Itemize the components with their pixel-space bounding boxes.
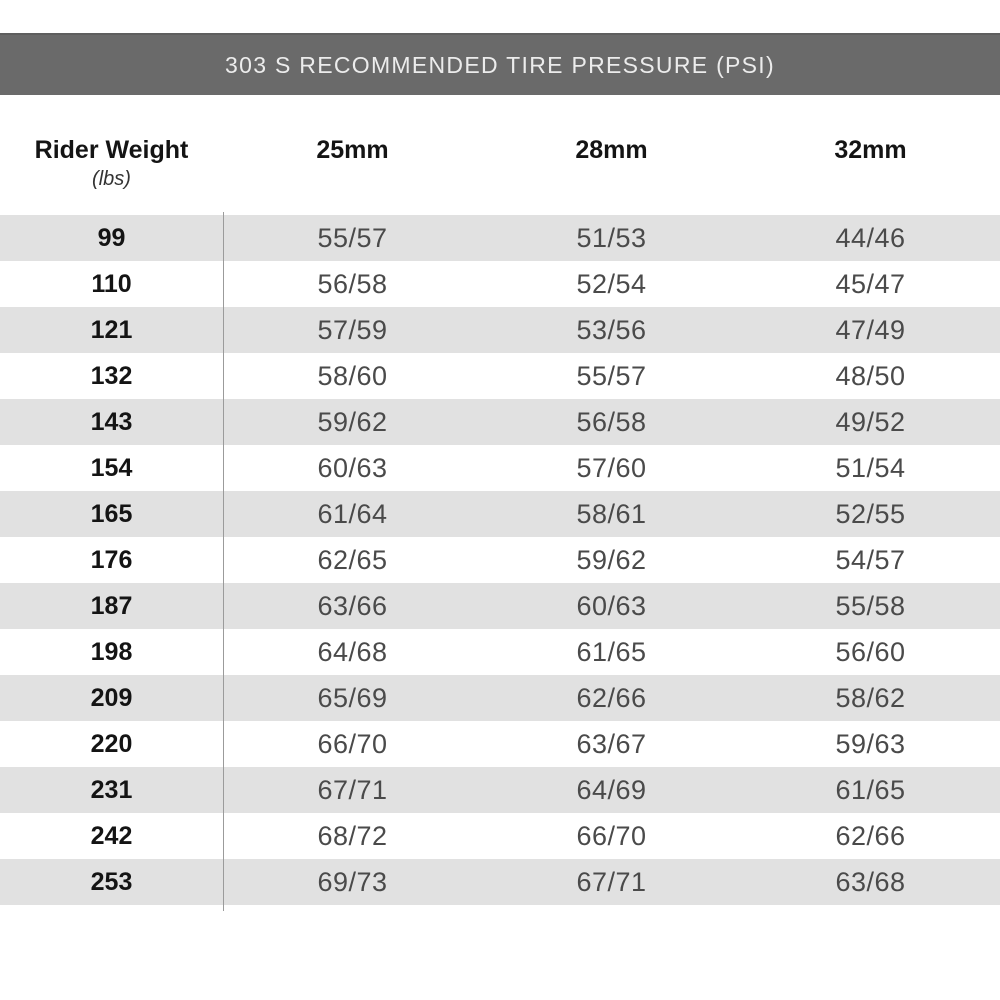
- pressure-cell: 66/70: [576, 820, 647, 851]
- table-row: [0, 537, 1000, 583]
- pressure-cell: 63/68: [835, 866, 906, 897]
- weight-cell: 242: [90, 821, 133, 850]
- weight-cell: 165: [90, 499, 133, 528]
- pressure-cell: 51/54: [835, 452, 906, 483]
- weight-cell: 121: [90, 315, 133, 344]
- weight-cell: 253: [90, 867, 133, 896]
- pressure-cell: 63/66: [317, 590, 388, 621]
- rider-weight-header-label: Rider Weight: [34, 136, 189, 164]
- pressure-cell: 68/72: [317, 820, 388, 851]
- pressure-cell: 45/47: [835, 268, 906, 299]
- pressure-cell: 54/57: [835, 544, 906, 575]
- page-title: 303 S RECOMMENDED TIRE PRESSURE (PSI): [225, 51, 775, 78]
- weight-cell: 99: [97, 223, 126, 252]
- pressure-cell: 44/46: [835, 222, 906, 253]
- pressure-cell: 56/58: [317, 268, 388, 299]
- pressure-cell: 56/60: [835, 636, 906, 667]
- table-row: [0, 721, 1000, 767]
- table-body: [0, 215, 1000, 905]
- weight-cell: 220: [90, 729, 133, 758]
- pressure-cell: 47/49: [835, 314, 906, 345]
- weight-cell: 176: [90, 545, 133, 574]
- pressure-cell: 64/68: [317, 636, 388, 667]
- table-row: [0, 261, 1000, 307]
- weight-cell: 143: [90, 407, 133, 436]
- pressure-cell: 60/63: [317, 452, 388, 483]
- weight-cell: 154: [90, 453, 133, 482]
- pressure-cell: 61/65: [576, 636, 647, 667]
- pressure-cell: 53/56: [576, 314, 647, 345]
- pressure-cell: 55/58: [835, 590, 906, 621]
- table-row: [0, 629, 1000, 675]
- pressure-cell: 64/69: [576, 774, 647, 805]
- pressure-cell: 49/52: [835, 406, 906, 437]
- pressure-cell: 58/60: [317, 360, 388, 391]
- pressure-cell: 59/63: [835, 728, 906, 759]
- lbs-unit-label: (lbs): [92, 167, 131, 190]
- pressure-cell: 62/66: [835, 820, 906, 851]
- pressure-cell: 55/57: [317, 222, 388, 253]
- title-bar: [0, 33, 1000, 95]
- pressure-cell: 56/58: [576, 406, 647, 437]
- header-32mm: [741, 137, 1000, 191]
- weight-cell: 209: [90, 683, 133, 712]
- header-28mm: [482, 137, 741, 191]
- weight-cell: 231: [90, 775, 133, 804]
- pressure-cell: 55/57: [576, 360, 647, 391]
- weight-cell: 110: [91, 269, 132, 298]
- header-25mm-label: 25mm: [316, 136, 389, 164]
- table-row: [0, 491, 1000, 537]
- pressure-cell: 59/62: [576, 544, 647, 575]
- header-28mm-label: 28mm: [575, 136, 648, 164]
- table-row: [0, 675, 1000, 721]
- pressure-cell: 69/73: [317, 866, 388, 897]
- pressure-cell: 59/62: [317, 406, 388, 437]
- table-row: [0, 767, 1000, 813]
- table-row: [0, 215, 1000, 261]
- table-row: [0, 399, 1000, 445]
- pressure-cell: 65/69: [317, 682, 388, 713]
- weight-cell: 198: [90, 637, 133, 666]
- pressure-cell: 57/59: [317, 314, 388, 345]
- pressure-cell: 52/55: [835, 498, 906, 529]
- pressure-cell: 61/64: [317, 498, 388, 529]
- pressure-cell: 67/71: [576, 866, 647, 897]
- pressure-cell: 58/62: [835, 682, 906, 713]
- pressure-cell: 57/60: [576, 452, 647, 483]
- table-header-row: [0, 137, 1000, 191]
- pressure-cell: 61/65: [835, 774, 906, 805]
- pressure-cell: 60/63: [576, 590, 647, 621]
- table-row: [0, 307, 1000, 353]
- weight-cell: 187: [90, 591, 133, 620]
- pressure-cell: 52/54: [576, 268, 647, 299]
- column-divider-line: [223, 212, 224, 911]
- header-25mm: [223, 137, 482, 191]
- pressure-cell: 66/70: [317, 728, 388, 759]
- pressure-cell: 67/71: [317, 774, 388, 805]
- pressure-cell: 51/53: [576, 222, 647, 253]
- header-rider-weight: [0, 137, 223, 191]
- table-row: [0, 445, 1000, 491]
- pressure-cell: 63/67: [576, 728, 647, 759]
- pressure-cell: 62/66: [576, 682, 647, 713]
- pressure-cell: 48/50: [835, 360, 906, 391]
- table-row: [0, 583, 1000, 629]
- header-32mm-label: 32mm: [834, 136, 907, 164]
- pressure-cell: 58/61: [576, 498, 647, 529]
- pressure-cell: 62/65: [317, 544, 388, 575]
- table-row: [0, 353, 1000, 399]
- table-row: [0, 813, 1000, 859]
- weight-cell: 132: [90, 361, 133, 390]
- table-row: [0, 859, 1000, 905]
